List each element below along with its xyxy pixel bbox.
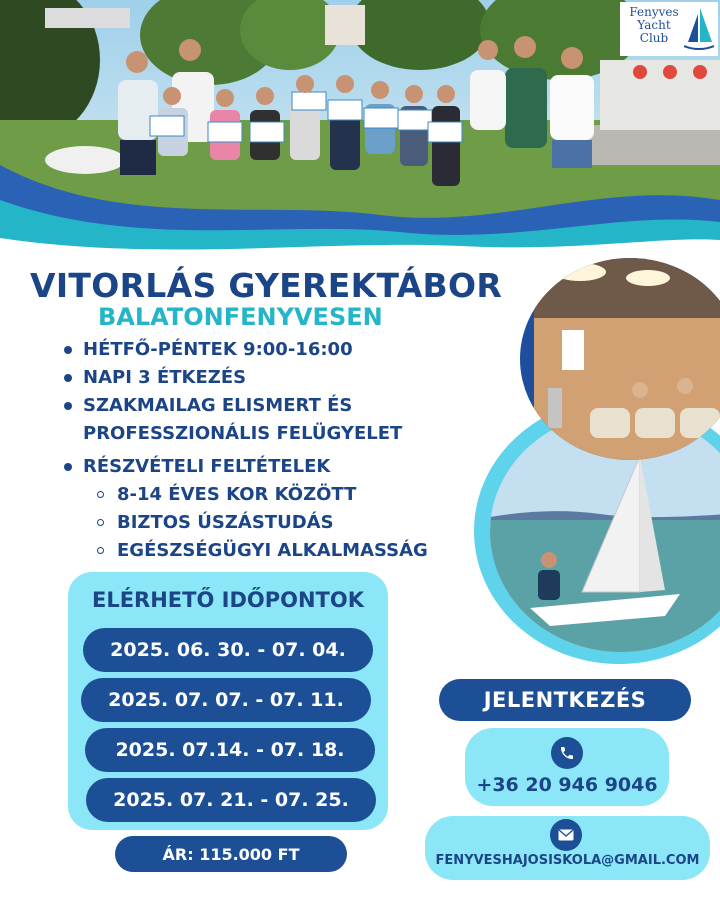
classroom-photo <box>520 258 720 460</box>
date-option-3[interactable]: 2025. 07.14. - 07. 18. <box>85 728 375 772</box>
phone-number[interactable]: +36 20 946 9046 <box>476 774 658 796</box>
date-option-2[interactable]: 2025. 07. 07. - 07. 11. <box>81 678 371 722</box>
page-subtitle: BALATONFENYVESEN <box>98 303 383 331</box>
logo-text <box>624 6 684 45</box>
sailboat-logo-icon <box>684 6 714 50</box>
hero-group-photo <box>0 0 720 260</box>
page-title: VITORLÁS GYEREKTÁBOR <box>30 266 503 305</box>
logo-line-3: Club <box>639 31 669 45</box>
phone-icon <box>551 737 583 769</box>
logo-line-1: Fenyves <box>629 5 679 19</box>
logo-line-2: Yacht <box>637 18 671 32</box>
bullet-conditions-heading: RÉSZVÉTELI FELTÉTELEK <box>83 456 331 477</box>
bullet-meals: NAPI 3 ÉTKEZÉS <box>83 367 247 388</box>
fenyves-yacht-club-logo <box>620 2 718 56</box>
sub-bullet-ring <box>97 519 104 526</box>
available-dates-title: ELÉRHETŐ IDŐPONTOK <box>91 588 364 612</box>
condition-health: EGÉSZSÉGÜGYI ALKALMASSÁG <box>117 540 428 561</box>
bullet-schedule: HÉTFŐ-PÉNTEK 9:00-16:00 <box>83 339 353 360</box>
condition-age: 8-14 ÉVES KOR KÖZÖTT <box>117 484 357 505</box>
bullet-dot <box>64 463 72 471</box>
sub-bullet-ring <box>97 491 104 498</box>
date-option-1[interactable]: 2025. 06. 30. - 07. 04. <box>83 628 373 672</box>
envelope-icon <box>550 819 582 851</box>
price-badge: ÁR: 115.000 FT <box>115 836 347 872</box>
bullet-supervision-line2: PROFESSZIONÁLIS FELÜGYELET <box>83 423 403 444</box>
date-option-4[interactable]: 2025. 07. 21. - 07. 25. <box>86 778 376 822</box>
signup-button[interactable]: JELENTKEZÉS <box>439 679 691 721</box>
condition-swimming: BIZTOS ÚSZÁSTUDÁS <box>117 512 334 533</box>
bullet-dot <box>64 374 72 382</box>
bullet-dot <box>64 346 72 354</box>
email-address[interactable]: FENYVESHAJOSISKOLA@GMAIL.COM <box>435 853 700 868</box>
bullet-dot <box>64 402 72 410</box>
sub-bullet-ring <box>97 547 104 554</box>
bullet-supervision-line1: SZAKMAILAG ELISMERT ÉS <box>83 395 353 416</box>
